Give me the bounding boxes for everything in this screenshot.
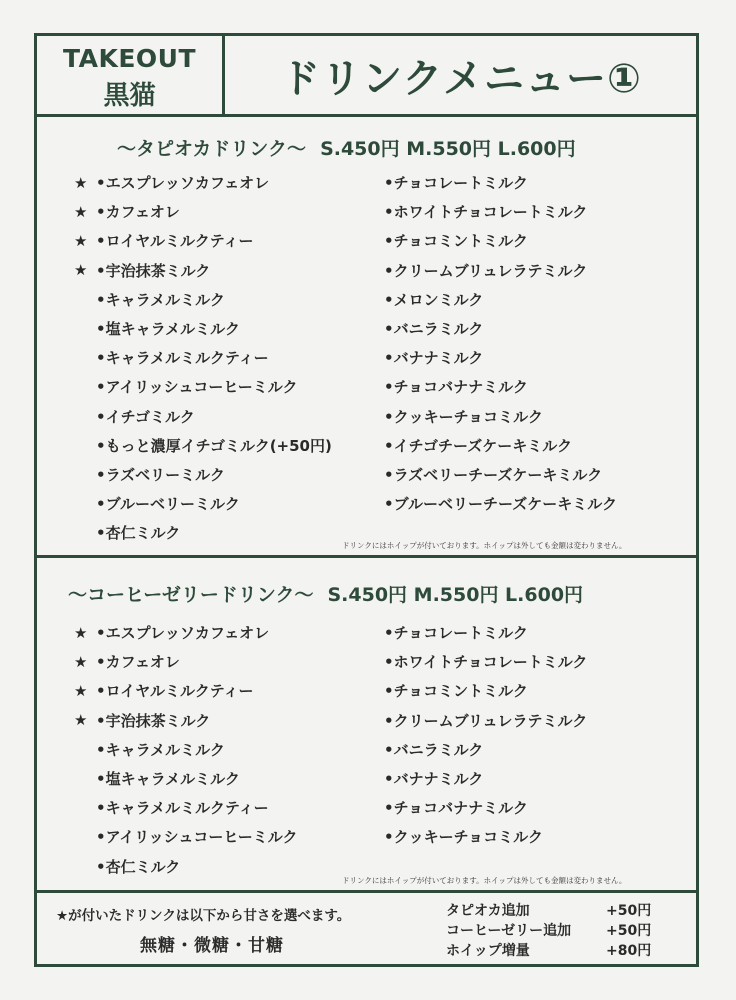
menu-item: •チョコバナナミルク (384, 378, 528, 397)
menu-item (74, 402, 332, 431)
menu-item: •クッキーチョコミルク (384, 407, 543, 426)
header-vertical-divider (222, 36, 225, 114)
menu-item (74, 735, 297, 764)
menu-item: •バナナミルク (384, 770, 484, 789)
menu-item-label: •アイリッシュコーヒーミルク (96, 828, 298, 847)
star-icon: ★ (74, 623, 88, 642)
coffee-jelly-prices: S.450円 M.550円 L.600円 (327, 584, 584, 606)
menu-item (74, 256, 332, 285)
menu-item-label: •杏仁ミルク (96, 857, 181, 876)
menu-item: •バニラミルク (384, 740, 484, 759)
footer-divider (34, 890, 699, 893)
whip-note: ドリンクにはホイップが付いております。ホイップは外しても金額は変わりません。 (342, 541, 627, 550)
coffee-jelly-right-list (384, 618, 587, 852)
addon-price: +80円 (606, 943, 652, 959)
menu-item (74, 226, 332, 255)
menu-item-label: •ロイヤルミルクティー (96, 232, 254, 251)
star-icon: ★ (74, 711, 88, 730)
menu-item-label: •キャラメルミルクティー (96, 349, 269, 368)
menu-item: •メロンミルク (384, 290, 484, 309)
menu-item: •ホワイトチョコレートミルク (384, 653, 588, 672)
coffee-jelly-heading-text: 〜コーヒーゼリードリンク〜 (68, 584, 314, 606)
addon-name: コーヒーゼリー追加 (446, 923, 572, 939)
shop-name: 黒猫 (103, 81, 156, 111)
menu-item-label: •キャラメルミルク (96, 290, 225, 309)
star-icon: ★ (74, 202, 88, 221)
menu-item-label: •カフェオレ (96, 203, 180, 222)
menu-item-label: •ブルーベリーミルク (96, 495, 240, 514)
menu-item (74, 852, 297, 881)
menu-item-label: •エスプレッソカフェオレ (96, 174, 270, 193)
menu-item-label: •イチゴミルク (96, 407, 195, 426)
menu-item-label: •塩キャラメルミルク (96, 770, 240, 789)
menu-item: •バナナミルク (384, 349, 484, 368)
menu-item (74, 372, 332, 401)
menu-item (74, 431, 332, 460)
shop-logo-box (37, 36, 222, 114)
menu-item-label: •エスプレッソカフェオレ (96, 624, 270, 643)
addon-price: +50円 (606, 923, 652, 939)
tapioca-prices: S.450円 M.550円 L.600円 (320, 138, 576, 160)
menu-item: •クリームブリュレラテミルク (384, 711, 588, 730)
menu-item: •チョコレートミルク (384, 624, 528, 643)
takeout-label: TAKEOUT (62, 44, 197, 73)
menu-item-label: •アイリッシュコーヒーミルク (96, 378, 298, 397)
star-icon: ★ (74, 231, 88, 250)
menu-item: •チョコミントミルク (384, 232, 528, 251)
menu-item (74, 314, 332, 343)
menu-item-label: •ラズベリーミルク (96, 465, 225, 484)
menu-item-label: •宇治抹茶ミルク (96, 261, 211, 280)
menu-item (74, 647, 297, 676)
menu-item: •バニラミルク (384, 320, 484, 339)
menu-item-label: •キャラメルミルクティー (96, 799, 269, 818)
tapioca-left-list (74, 168, 332, 547)
menu-item (74, 676, 297, 705)
menu-item: •ブルーベリーチーズケーキミルク (384, 495, 617, 514)
menu-item (74, 618, 297, 647)
menu-item: •チョコミントミルク (384, 682, 528, 701)
addon-price: +50円 (606, 903, 652, 919)
coffee-jelly-heading (68, 580, 583, 607)
menu-item (74, 460, 332, 489)
menu-item: •ホワイトチョコレートミルク (384, 203, 588, 222)
tapioca-heading-text: 〜タピオカドリンク〜 (117, 138, 307, 160)
menu-item: •チョコバナナミルク (384, 799, 528, 818)
menu-item-label: •キャラメルミルク (96, 740, 225, 759)
menu-item-label: •塩キャラメルミルク (96, 320, 240, 339)
menu-item: •クリームブリュレラテミルク (384, 261, 588, 280)
addon-item (446, 940, 651, 960)
section-divider (34, 555, 699, 558)
menu-item-label: •ロイヤルミルクティー (96, 682, 254, 701)
star-icon: ★ (74, 681, 88, 700)
menu-item: •チョコレートミルク (384, 174, 528, 193)
addon-item (446, 900, 651, 920)
menu-item (74, 489, 332, 518)
menu-item (74, 285, 332, 314)
menu-item-label: •もっと濃厚イチゴミルク(+50円) (96, 436, 332, 455)
menu-item-label: •宇治抹茶ミルク (96, 711, 211, 730)
menu-item (74, 706, 297, 735)
menu-item: •ラズベリーチーズケーキミルク (384, 465, 603, 484)
page-title: ドリンクメニュー① (280, 55, 642, 102)
tapioca-heading (117, 134, 576, 161)
menu-item-label: •カフェオレ (96, 653, 180, 672)
menu-item (74, 518, 332, 547)
header-divider (34, 114, 699, 117)
tapioca-right-list (384, 168, 617, 518)
addon-name: ホイップ増量 (446, 943, 530, 959)
menu-item: •イチゴチーズケーキミルク (384, 436, 572, 455)
sweetness-options: 無糖・微糖・甘糖 (140, 936, 284, 956)
addon-item (446, 920, 651, 940)
menu-item-label: •杏仁ミルク (96, 524, 181, 543)
addon-name: タピオカ追加 (446, 903, 530, 919)
whip-note: ドリンクにはホイップが付いております。ホイップは外しても金額は変わりません。 (342, 876, 627, 885)
coffee-jelly-left-list (74, 618, 297, 881)
menu-item (74, 168, 332, 197)
menu-item (74, 764, 297, 793)
star-icon: ★ (74, 261, 88, 280)
star-icon: ★ (74, 652, 88, 671)
addon-list (446, 900, 651, 960)
menu-item (74, 197, 332, 226)
menu-item: •クッキーチョコミルク (384, 828, 543, 847)
menu-item (74, 343, 332, 372)
star-icon: ★ (74, 173, 88, 192)
sweetness-note: ★が付いたドリンクは以下から甘さを選べます。 (56, 908, 351, 924)
menu-item (74, 793, 297, 822)
menu-item (74, 822, 297, 851)
